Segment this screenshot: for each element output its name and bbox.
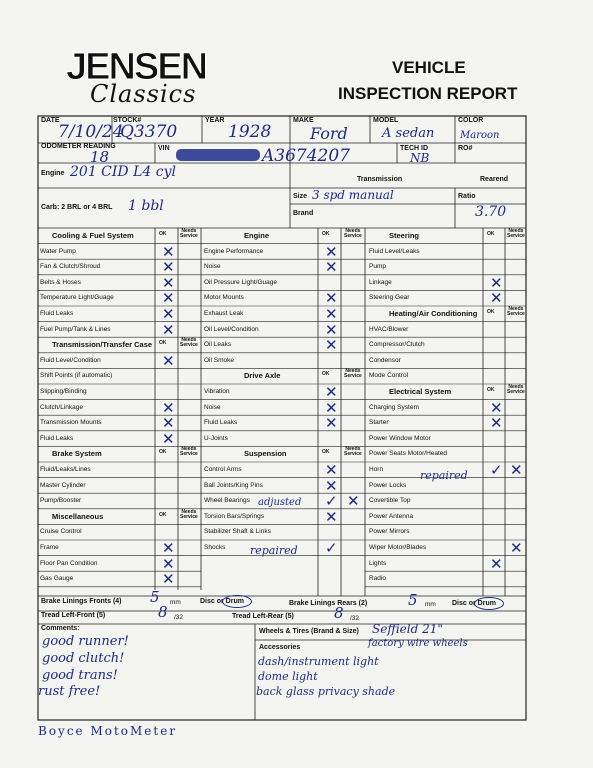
hvac-item-1: HVAC/Blower <box>369 325 409 333</box>
electrical-item-10: Wiper Motor/Blades <box>369 544 427 551</box>
transmission-label: Transmission <box>357 176 403 183</box>
suspension-item-3: Wheel Bearings <box>204 497 250 505</box>
accessory-line-3: back glass privacy shade <box>256 685 396 698</box>
model-label: MODEL <box>373 117 399 124</box>
driveaxle-ok-header: OK <box>322 371 330 378</box>
electrical-item-11: Lights <box>369 559 387 567</box>
electrical-item-1: Charging System <box>369 403 419 411</box>
steering-item-2: Pump <box>369 263 386 271</box>
transmission-ok-mark-6: ✕ <box>162 429 175 448</box>
horn-note: repaired <box>420 469 468 482</box>
ratio-value: 3.70 <box>475 204 507 220</box>
cooling-needs-service-header <box>180 229 198 239</box>
size-label: Size <box>293 193 308 200</box>
engine-ok-mark-1: ✕ <box>325 242 338 261</box>
vin-value: A3674207 <box>262 146 350 166</box>
suspension-item-4: Torsion Bars/Springs <box>204 512 264 520</box>
cooling-item-6: Fuel Pump/Tank & Lines <box>40 325 111 333</box>
wheel-bearings-needs-service-mark: ✕ <box>347 492 360 511</box>
brake-front-disc-drum: Disc or Drum <box>200 598 244 605</box>
engine-item-1: Engine Performance <box>204 247 264 255</box>
transmission-ok-header: OK <box>159 340 167 347</box>
brake-rear-disc-drum: Disc or Drum <box>452 600 496 607</box>
misc-item-2: Frame <box>40 544 59 551</box>
needs-line: Needs <box>181 508 197 515</box>
engine-ok-mark-2: ✕ <box>325 258 338 277</box>
transmission-ok-mark-1: ✕ <box>162 351 175 370</box>
carb-label: Carb: 2 BRL or 4 BRL <box>41 204 113 211</box>
cooling-item-2: Fan & Clutch/Shroud <box>40 263 101 271</box>
suspension-ok-mark-1: ✕ <box>325 461 338 479</box>
engine-item-6: Oil Level/Condition <box>204 325 259 333</box>
transmission-item-3: Slipping/Binding <box>40 388 87 395</box>
needs-line: Needs <box>181 446 197 453</box>
report-title-line1: VEHICLE <box>392 58 466 77</box>
service-line: Service <box>180 233 198 239</box>
date-label: DATE <box>41 117 60 124</box>
cooling-item-5: Fluid Leaks <box>40 310 74 317</box>
brake-item-1: Fluid/Leaks/Lines <box>40 466 91 473</box>
electrical-ok-mark-1: ✕ <box>490 398 503 417</box>
date-value: 7/10/24 <box>58 122 124 142</box>
brake-rear-value: 5 <box>408 591 418 609</box>
driveaxle-item-4: U-Joints <box>204 434 228 442</box>
rearend-label: Rearend <box>480 176 509 183</box>
wheel-bearings-note: adjusted <box>258 497 302 508</box>
year-label: YEAR <box>205 117 225 124</box>
misc-ok-mark-3: ✕ <box>162 554 175 573</box>
accessory-line-1: dash/instrument light <box>258 655 379 668</box>
techid-label: TECH ID <box>400 145 428 152</box>
drum-rear-circle <box>474 597 504 610</box>
cooling-ok-mark-3: ✕ <box>162 273 175 292</box>
driveaxle-needs-service-header <box>344 369 362 379</box>
wheels-label: Wheels & Tires (Brand & Size) <box>259 628 359 635</box>
electrical-ok-mark-11: ✕ <box>490 554 503 573</box>
steering-section-title: Steering <box>389 231 420 240</box>
tread-lf-label: Tread Left-Front (5) <box>41 612 106 619</box>
transmission-ok-mark-4: ✕ <box>162 398 175 417</box>
suspension-ok-mark-4: ✕ <box>325 507 338 526</box>
steering-ok-mark-4: ✕ <box>490 289 503 308</box>
misc-section-title: Miscellaneous <box>52 511 104 521</box>
electrical-item-5: Horn <box>369 466 384 473</box>
cooling-ok-mark-1: ✕ <box>162 242 175 261</box>
brand-label: Brand <box>293 210 314 217</box>
suspension-item-1: Control Arms <box>204 466 242 473</box>
service-line: Service <box>344 233 362 239</box>
comment-line-3: good trans! <box>42 668 118 683</box>
service-line: Service <box>507 233 525 239</box>
needs-line: Needs <box>508 384 524 390</box>
driveaxle-item-3: Fluid Leaks <box>204 419 238 427</box>
hvac-ok-header: OK <box>487 309 495 315</box>
engine-label: Engine <box>41 170 65 177</box>
cooling-ok-mark-6: ✕ <box>162 320 175 339</box>
needs-line: Needs <box>345 368 361 375</box>
engine-item-2: Noise <box>204 263 221 271</box>
brake-rear-mm: mm <box>425 601 436 608</box>
service-line: Service <box>344 451 362 458</box>
engine-item-5: Exhaust Leak <box>204 310 244 317</box>
comment-line-4: rust free! <box>38 684 101 699</box>
tread-lr-per32: /32 <box>350 615 360 622</box>
electrical-item-7: Covertible Top <box>369 497 411 505</box>
transmission-ok-mark-5: ✕ <box>162 414 175 433</box>
needs-line: Needs <box>181 337 197 344</box>
odometer-label: ODOMETER READING <box>41 143 116 150</box>
misc-ok-mark-4: ✕ <box>162 570 175 589</box>
suspension-needs-service-header <box>344 447 362 457</box>
suspension-item-5: Stabilizer Shaft & Links <box>204 528 271 536</box>
cooling-item-1: Water Pump <box>40 247 76 255</box>
ratio-label: Ratio <box>458 193 476 200</box>
transmission-item-1: Fluid Level/Condition <box>40 356 101 364</box>
techid-value: NB <box>410 151 430 165</box>
suspension-item-2: Ball Joints/King Pins <box>204 481 263 489</box>
cooling-item-3: Belts & Hoses <box>40 278 81 286</box>
brake-rear-label: Brake Linings Rears (2) <box>289 600 368 607</box>
horn-needs-service-mark: ✕ <box>510 461 523 479</box>
service-line: Service <box>180 451 198 458</box>
cooling-ok-mark-4: ✕ <box>162 289 175 308</box>
needs-line: Needs <box>345 228 361 234</box>
misc-item-1: Cruise Control <box>40 528 82 536</box>
tread-lf-value: 8 <box>158 603 168 621</box>
transmission-item-2: Shift Points (if automatic) <box>40 372 113 380</box>
odometer-value: 18 <box>90 148 110 166</box>
service-line: Service <box>180 342 198 349</box>
brake-front-value: 5 <box>150 588 160 606</box>
shocks-note: repaired <box>250 544 298 557</box>
suspension-ok-check-6: ✓ <box>325 539 338 557</box>
engine-ok-mark-6: ✕ <box>325 320 338 339</box>
comments-label: Comments: <box>41 625 80 632</box>
needs-line: Needs <box>508 228 524 234</box>
engine-ok-mark-4: ✕ <box>325 289 338 308</box>
wheels-value: Seffield 21" <box>372 622 443 636</box>
size-value: 3 spd manual <box>312 188 394 202</box>
engine-ok-mark-5: ✕ <box>325 305 338 323</box>
electrical-item-2: Starter <box>369 419 389 427</box>
electrical-section-title: Electrical System <box>389 387 452 396</box>
transmission-item-4: Clutch/Linkage <box>40 403 83 411</box>
engine-item-7: Oil Leaks <box>204 341 232 349</box>
accessory-line-2: dome light <box>258 670 318 683</box>
engine-item-4: Motor Mounts <box>204 294 244 302</box>
hvac-item-2: Compressor/Clutch <box>369 341 425 349</box>
brake-item-2: Master Cylinder <box>40 481 86 489</box>
electrical-ok-check-5: ✓ <box>490 461 503 479</box>
electrical-item-8: Power Antenna <box>369 512 414 520</box>
suspension-ok-check-3: ✓ <box>325 492 338 511</box>
comment-line-1: good runner! <box>42 634 129 649</box>
needs-line: Needs <box>345 446 361 453</box>
ro-label: RO# <box>458 145 473 152</box>
carb-value: 1 bbl <box>128 198 164 214</box>
year-value: 1928 <box>228 122 272 142</box>
driveaxle-section-title: Drive Axle <box>244 371 281 381</box>
jensen-logo: JENSEN <box>66 46 207 88</box>
vin-redaction <box>176 149 260 161</box>
service-line: Service <box>507 389 525 395</box>
transmission-section-title: Transmission/Transfer Case <box>52 340 153 350</box>
color-value: Maroon <box>460 130 500 141</box>
misc-ok-mark-2: ✕ <box>162 539 175 557</box>
comment-line-2: good clutch! <box>42 651 125 666</box>
misc-ok-header: OK <box>159 511 167 518</box>
suspension-item-6: Shocks <box>204 544 226 551</box>
steering-needs-service-header <box>507 229 525 239</box>
driveaxle-ok-mark-1: ✕ <box>325 383 338 401</box>
electrical-item-12: Radio <box>369 575 386 583</box>
hvac-item-3: Condensor <box>369 356 401 364</box>
color-label: COLOR <box>458 117 484 124</box>
make-value: Ford <box>310 124 348 143</box>
electrical-item-3: Power Window Motor <box>369 434 431 442</box>
service-line: Service <box>344 373 362 380</box>
needs-line: Needs <box>508 306 524 312</box>
model-value: A sedan <box>382 126 435 141</box>
suspension-ok-header: OK <box>322 449 330 456</box>
engine-needs-service-header <box>344 229 362 239</box>
steering-item-3: Linkage <box>369 278 392 286</box>
service-line: Service <box>507 311 525 317</box>
driveaxle-ok-mark-2: ✕ <box>325 398 338 417</box>
accessories-label: Accessories <box>259 644 301 651</box>
stock-label: STOCK# <box>113 117 142 124</box>
tread-lr-label: Tread Left-Rear (5) <box>232 613 294 620</box>
hvac-item-4: Mode Control <box>369 372 409 380</box>
electrical-item-9: Power Mirrors <box>369 528 410 536</box>
brake-ok-header: OK <box>159 449 167 456</box>
make-label: MAKE <box>293 117 314 124</box>
brake-item-3: Pump/Booster <box>40 497 82 505</box>
engine-item-8: Oil Smoke <box>204 356 234 364</box>
footer-handwritten-note: Boyce MotoMeter <box>38 724 178 738</box>
cooling-ok-header: OK <box>159 231 167 237</box>
engine-ok-mark-7: ✕ <box>325 336 338 355</box>
electrical-item-6: Power Locks <box>369 481 407 489</box>
brake-section-title: Brake System <box>52 449 102 459</box>
driveaxle-ok-mark-3: ✕ <box>325 414 338 433</box>
engine-ok-header: OK <box>322 231 330 237</box>
tread-lr-value: 8 <box>334 604 344 622</box>
report-title-line2: INSPECTION REPORT <box>338 84 518 103</box>
transmission-needs-service-header <box>180 338 198 348</box>
cooling-item-4: Temperature Light/Guage <box>40 294 114 302</box>
needs-line: Needs <box>181 228 197 234</box>
hvac-section-title: Heating/Air Conditioning <box>389 309 478 318</box>
brake-needs-service-header <box>180 447 198 457</box>
misc-needs-service-header <box>180 510 198 520</box>
suspension-section-title: Suspension <box>244 449 287 459</box>
engine-value: 201 CID L4 cyl <box>70 164 176 180</box>
steering-ok-mark-3: ✕ <box>490 273 503 292</box>
electrical-ok-mark-2: ✕ <box>490 414 503 433</box>
service-line: Service <box>180 513 198 520</box>
brake-front-mm: mm <box>170 599 181 606</box>
brake-front-label: Brake Linings Fronts (4) <box>41 598 122 605</box>
tread-lf-per32: /32 <box>174 614 184 621</box>
stock-value: Q3370 <box>120 122 178 142</box>
wheels-value-2: factory wire wheels <box>368 638 468 649</box>
electrical-needs-service-header <box>507 385 525 395</box>
transmission-item-6: Fluid Leaks <box>40 434 74 442</box>
driveaxle-item-1: Vibration <box>204 388 230 395</box>
steering-item-1: Fluid Level/Leaks <box>369 247 420 255</box>
wiper-needs-service-mark: ✕ <box>510 539 523 557</box>
cooling-ok-mark-2: ✕ <box>162 258 175 277</box>
transmission-item-5: Transmission Mounts <box>40 419 102 427</box>
engine-item-3: Oil Pressure Light/Guage <box>204 278 277 286</box>
electrical-ok-header: OK <box>487 387 495 393</box>
electrical-item-4: Power Seats Motor/Heated <box>369 450 448 458</box>
drum-front-circle <box>222 595 252 608</box>
misc-item-4: Gas Gauge <box>40 575 74 583</box>
misc-item-3: Floor Pan Condition <box>40 559 98 567</box>
engine-section-title: Engine <box>244 231 270 240</box>
vin-label: VIN <box>158 145 170 152</box>
classics-logo-text: Classics <box>90 80 197 108</box>
cooling-section-title: Cooling & Fuel System <box>52 231 134 240</box>
hvac-needs-service-header <box>507 307 525 317</box>
steering-item-4: Steering Gear <box>369 294 410 302</box>
suspension-ok-mark-2: ✕ <box>325 476 338 495</box>
driveaxle-item-2: Noise <box>204 403 221 411</box>
cooling-ok-mark-5: ✕ <box>162 305 175 323</box>
steering-ok-header: OK <box>487 231 495 237</box>
